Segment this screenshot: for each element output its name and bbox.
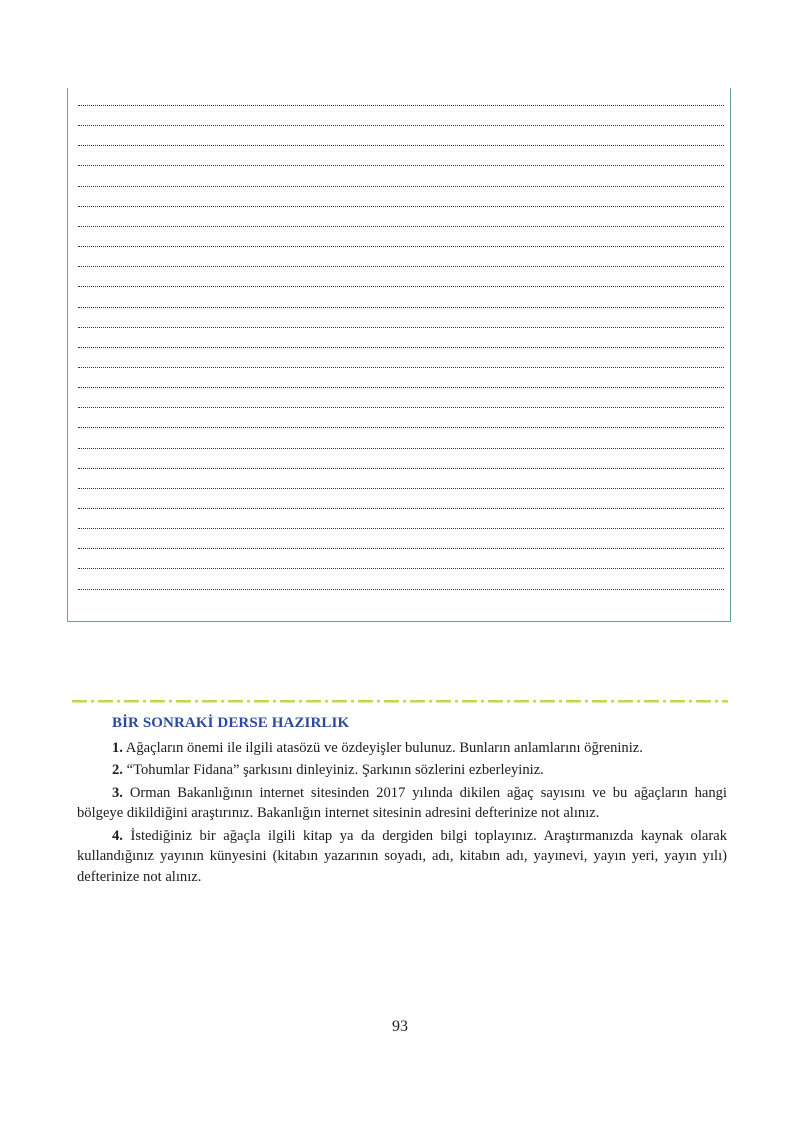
writing-line: [78, 226, 724, 227]
separator-dash: [176, 700, 191, 703]
separator-dash: [124, 700, 139, 703]
task-number: 1.: [112, 740, 123, 756]
separator-dot: [247, 700, 250, 703]
separator-dot: [143, 700, 146, 703]
writing-line: [78, 488, 724, 489]
writing-line: [78, 347, 724, 348]
separator-dot: [377, 700, 380, 703]
separator-dash: [150, 700, 165, 703]
separator-dot: [585, 700, 588, 703]
separator-dot: [715, 700, 718, 703]
separator-dot: [273, 700, 276, 703]
separator-dash: [202, 700, 217, 703]
separator-dash: [722, 700, 728, 703]
separator-dot: [663, 700, 666, 703]
separator-dot: [559, 700, 562, 703]
writing-line: [78, 407, 724, 408]
separator-dot: [455, 700, 458, 703]
separator-dash: [384, 700, 399, 703]
separator-dot: [533, 700, 536, 703]
separator-dash: [488, 700, 503, 703]
separator-dash: [306, 700, 321, 703]
writing-line: [78, 548, 724, 549]
task-text: “Tohumlar Fidana” şarkısını dinleyiniz. Şarkının sözlerini ezberleyiniz.: [126, 762, 544, 779]
writing-line: [78, 105, 724, 106]
separator-dot: [169, 700, 172, 703]
writing-line: [78, 528, 724, 529]
writing-line: [78, 206, 724, 207]
writing-line: [78, 367, 724, 368]
separator-dot: [299, 700, 302, 703]
separator-dash: [410, 700, 425, 703]
task-item: [77, 760, 727, 781]
separator-dot: [325, 700, 328, 703]
separator-dash: [98, 700, 113, 703]
separator-dash: [566, 700, 581, 703]
section-title: BİR SONRAKİ DERSE HAZIRLIK: [112, 715, 350, 731]
writing-line: [78, 508, 724, 509]
separator-dot: [221, 700, 224, 703]
writing-line: [78, 286, 724, 287]
writing-line: [78, 307, 724, 308]
writing-line: [78, 186, 724, 187]
writing-line: [78, 125, 724, 126]
task-text: Orman Bakanlığının internet sitesinden 2017 yılında dikilen ağaç sayısını ve bu ağaçların hangi bölgeye dikildiğini araştırınız. Bakanlığın internet sitesinin adresini defterinize not alınız.: [77, 784, 727, 822]
writing-line: [78, 165, 724, 166]
section-separator: [72, 699, 728, 705]
separator-dot: [351, 700, 354, 703]
writing-area: [67, 88, 731, 622]
writing-line: [78, 448, 724, 449]
separator-dash: [280, 700, 295, 703]
separator-dot: [195, 700, 198, 703]
separator-dot: [429, 700, 432, 703]
separator-dash: [592, 700, 607, 703]
writing-line: [78, 468, 724, 469]
separator-dot: [507, 700, 510, 703]
task-number: 4.: [112, 827, 123, 844]
separator-dash: [540, 700, 555, 703]
page-number: 93: [392, 1018, 408, 1035]
separator-dot: [637, 700, 640, 703]
writing-line: [78, 145, 724, 146]
separator-dash: [358, 700, 373, 703]
task-number: 2.: [112, 762, 123, 779]
separator-dash: [644, 700, 659, 703]
separator-dot: [117, 700, 120, 703]
separator-dash: [228, 700, 243, 703]
task-text: İstediğiniz bir ağaçla ilgili kitap ya da dergiden bilgi toplayınız. Araştırmanızda kaynak olarak kullandığınız yayının künyesini (kitabın yazarının soyadı, adı, kitabın adı, yayınevi, yayın yeri, yayın yılı) defterinize not alınız.: [77, 827, 727, 886]
separator-dash: [696, 700, 711, 703]
separator-dash: [462, 700, 477, 703]
writing-line: [78, 327, 724, 328]
separator-dash: [254, 700, 269, 703]
separator-dash: [618, 700, 633, 703]
task-number: 3.: [112, 784, 123, 801]
writing-line: [78, 427, 724, 428]
separator-dot: [481, 700, 484, 703]
task-list: [77, 738, 727, 890]
separator-dot: [611, 700, 614, 703]
task-text: Ağaçların önemi ile ilgili atasözü ve özdeyişler bulunuz. Bunların anlamlarını öğreniniz.: [125, 740, 643, 756]
writing-line: [78, 568, 724, 569]
separator-dash: [436, 700, 451, 703]
separator-dash: [670, 700, 685, 703]
separator-dash: [72, 700, 87, 703]
separator-dash: [332, 700, 347, 703]
writing-line: [78, 246, 724, 247]
separator-dot: [403, 700, 406, 703]
task-item: [77, 826, 727, 888]
task-item: [77, 738, 727, 759]
writing-line: [78, 266, 724, 267]
separator-dot: [91, 700, 94, 703]
writing-line: [78, 589, 724, 590]
writing-line: [78, 387, 724, 388]
task-item: [77, 783, 727, 825]
separator-dot: [689, 700, 692, 703]
separator-dash: [514, 700, 529, 703]
